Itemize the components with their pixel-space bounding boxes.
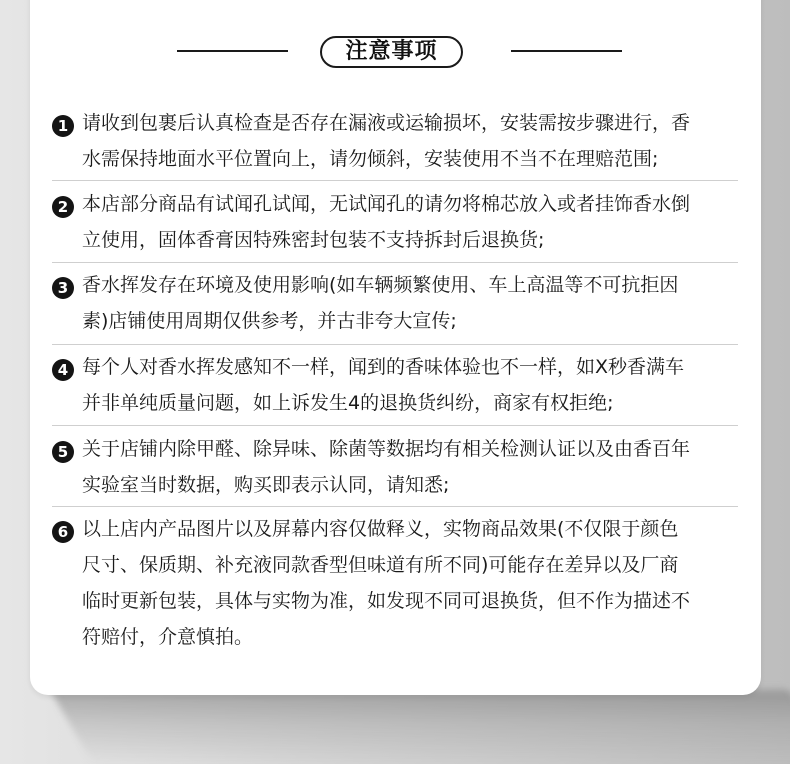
title-banner	[0, 36, 790, 72]
notice-item-4	[52, 349, 742, 421]
notice-line: 关于店铺内除甲醛、除异味、除菌等数据均有相关检测认证以及由香百年	[82, 438, 691, 460]
notice-text-3	[82, 267, 742, 339]
notice-item-3	[52, 267, 742, 339]
notice-item-2	[52, 186, 742, 258]
number-badge-3: 3	[52, 277, 74, 299]
number-badge-6: 6	[52, 521, 74, 543]
notice-line: 每个人对香水挥发感知不一样，闻到的香味体验也不一样，如X秒香满车	[82, 356, 685, 378]
notice-line: 请收到包裹后认真检查是否存在漏液或运输损坏，安装需按步骤进行，香	[82, 112, 691, 134]
notice-line: 素)店铺使用周期仅供参考，并古非夸大宣传;	[82, 310, 457, 332]
notice-line: 立使用，固体香膏因特殊密封包装不支持拆封后退换货;	[82, 229, 545, 251]
notice-text-4	[82, 349, 742, 421]
page-title: 注意事项	[320, 36, 463, 68]
number-badge-5: 5	[52, 441, 74, 463]
notice-line: 尺寸、保质期、补充液同款香型但味道有所不同)可能存在差异以及厂商	[82, 554, 679, 576]
notice-line: 香水挥发存在环境及使用影响(如车辆频繁使用、车上高温等不可抗拒因	[82, 274, 679, 296]
notice-line: 本店部分商品有试闻孔试闻，无试闻孔的请勿将棉芯放入或者挂饰香水倒	[82, 193, 691, 215]
number-badge-1: 1	[52, 115, 74, 137]
notice-item-1	[52, 105, 742, 177]
notice-line: 符赔付，介意慎拍。	[82, 626, 254, 648]
divider	[52, 344, 738, 345]
notice-text-1	[82, 105, 742, 177]
notice-line: 实验室当时数据，购买即表示认同，请知悉;	[82, 474, 450, 496]
number-badge-4: 4	[52, 359, 74, 381]
notice-text-2	[82, 186, 742, 258]
divider	[52, 262, 738, 263]
number-badge-2: 2	[52, 196, 74, 218]
card-shadow	[50, 690, 790, 764]
title-left-rule	[177, 50, 288, 52]
notice-item-5	[52, 431, 742, 503]
notice-line: 水需保持地面水平位置向上，请勿倾斜，安装使用不当不在理赔范围;	[82, 148, 659, 170]
notice-line: 临时更新包装，具体与实物为准，如发现不同可退换货，但不作为描述不	[82, 590, 691, 612]
title-right-rule	[511, 50, 622, 52]
divider	[52, 425, 738, 426]
notice-line: 并非单纯质量问题，如上诉发生4的退换货纠纷，商家有权拒绝;	[82, 392, 614, 414]
notice-text-5	[82, 431, 742, 503]
divider	[52, 180, 738, 181]
notice-text-6	[82, 511, 742, 655]
notice-item-6	[52, 511, 742, 655]
notice-line: 以上店内产品图片以及屏幕内容仅做释义，实物商品效果(不仅限于颜色	[82, 518, 679, 540]
divider	[52, 506, 738, 507]
